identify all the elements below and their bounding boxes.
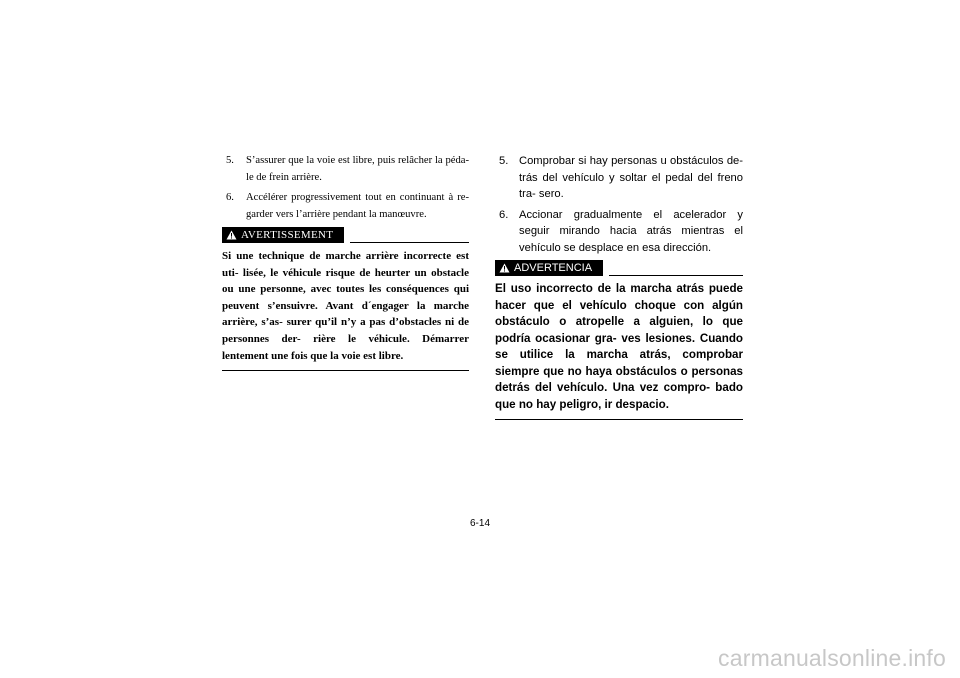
spanish-step-6 — [495, 207, 743, 257]
warning-label: ADVERTENCIA — [514, 262, 593, 274]
french-column — [222, 153, 469, 371]
warning-header-rule — [350, 242, 469, 243]
french-step-5 — [222, 153, 469, 186]
page-number: 6-14 — [470, 518, 491, 529]
spanish-column — [495, 153, 743, 420]
step-number: 5. — [226, 155, 234, 166]
warning-badge — [495, 260, 603, 276]
step-number: 5. — [499, 155, 509, 167]
spanish-warning-header — [495, 260, 743, 278]
step-text: S’assurer que la voie est libre, puis relâcher la péda- le de frein arrière. — [246, 155, 469, 183]
warning-badge — [222, 227, 344, 243]
warning-bottom-rule — [222, 370, 469, 371]
french-step-6 — [222, 190, 469, 223]
french-warning-header — [222, 227, 469, 245]
warning-bottom-rule — [495, 419, 743, 420]
warning-triangle-icon — [226, 230, 237, 240]
step-text: Comprobar si hay personas u obstáculos de- trás del vehículo y soltar el pedal del freno tra- sero. — [519, 155, 743, 200]
step-number: 6. — [226, 192, 234, 203]
warning-header-rule — [609, 275, 743, 276]
warning-triangle-icon — [499, 263, 510, 273]
step-text: Accionar gradualmente el acelerador y seguir mirando hacia atrás mientras el vehículo se desplace en esa dirección. — [519, 208, 743, 254]
warning-label: AVERTISSEMENT — [241, 229, 334, 241]
step-number: 6. — [499, 208, 509, 221]
step-text: Accélérer progressivement tout en continuant à re- garder vers l’arrière pendant la manœuvre. — [246, 192, 469, 220]
watermark-text: carmanualsonline.info — [718, 645, 946, 671]
spanish-warning-text: El uso incorrecto de la marcha atrás puede hacer que el vehículo choque con algún obstáculo o atropelle a alguien, lo que podría ocasionar gra- ves lesiones. Cuando se utilice la marcha atrás, comprobar siempre que no haya obstáculos o personas detrás del vehículo. Una vez compro- bado que no hay peligro, ir despacio. — [495, 282, 743, 411]
french-warning-text: Si une technique de marche arrière incorrecte est uti- lisée, le véhicule risque de heurter un obstacle ou une personne, avec toutes les conséquences qui peuvent s’ensuivre. Avant d´engager la marche arrière, s’as- surer qu’il n’y a pas d’obstacles ni de personnes der- rière le véhicule. Démarrer lentement une fois que la voie est libre. — [222, 250, 469, 362]
spanish-step-5 — [495, 153, 743, 203]
